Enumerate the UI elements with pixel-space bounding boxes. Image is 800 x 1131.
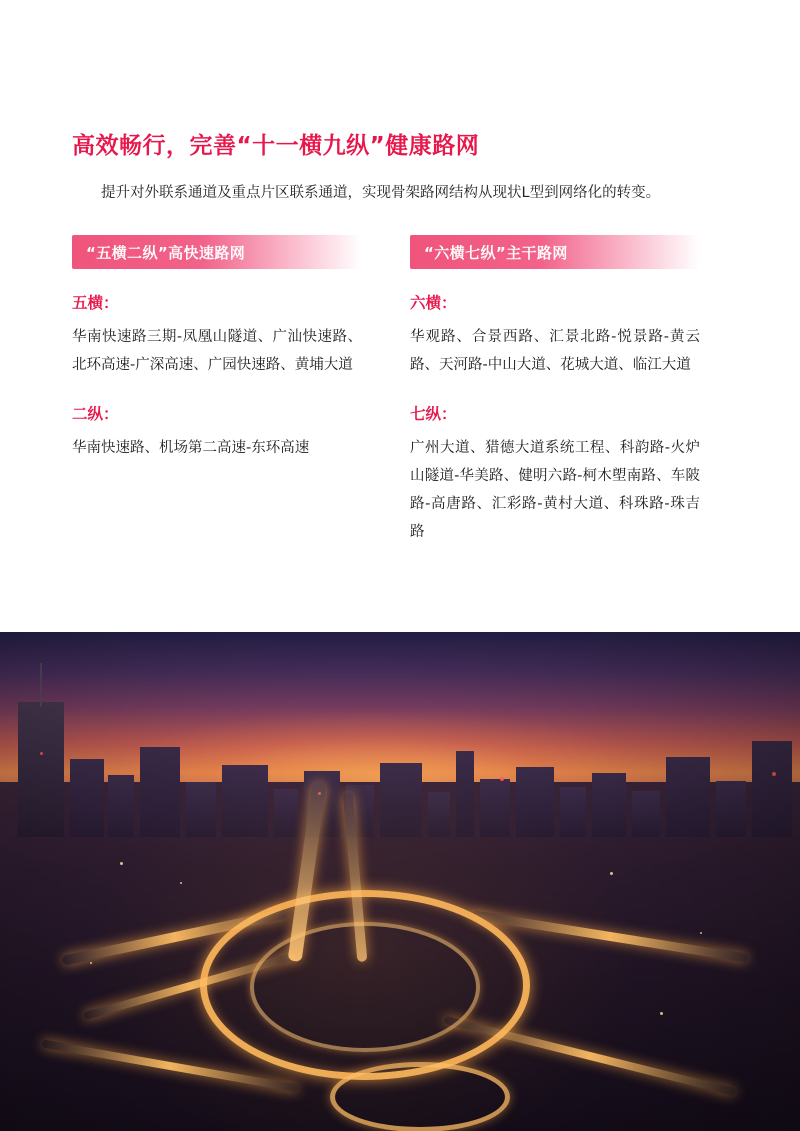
subsection-text-liuheng: 华观路、合景西路、汇景北路-悦景路-黄云路、天河路-中山大道、花城大道、临江大道 — [410, 329, 700, 374]
section-band-label: “五横二纵”高快速路网 — [86, 243, 246, 262]
cityscape-photo — [0, 632, 800, 1131]
section-band-arterial — [410, 235, 700, 269]
column-expressway-network — [72, 235, 362, 547]
subsection-title-wuheng: 五横： — [72, 294, 119, 312]
intro-paragraph: 提升对外联系通道及重点片区联系通道，实现骨架路网结构从现状L型到网络化的转变。 — [101, 185, 661, 202]
subsection-title-liuheng: 六横： — [410, 294, 457, 312]
section-band-expressway — [72, 235, 362, 269]
two-column-layout — [72, 235, 728, 547]
subsection-title-erzong: 二纵： — [72, 404, 119, 423]
article-content — [0, 0, 800, 547]
page-title: 高效畅行，完善“十一横九纵”健康路网 — [72, 133, 480, 159]
subsection-text-erzong: 华南快速路、机场第二高速-东环高速 — [72, 439, 310, 456]
column-arterial-network — [410, 235, 700, 547]
subsection-text-qizong: 广州大道、猎德大道系统工程、科韵路-火炉山隧道-华美路、健明六路-柯木塱南路、车陂路-高唐路、汇彩路-黄村大道、科珠路-珠吉路 — [410, 439, 700, 541]
subsection-title-qizong: 七纵： — [410, 404, 457, 423]
section-band-label: “六横七纵”主干路网 — [424, 243, 568, 262]
highway-interchange — [0, 632, 800, 1131]
subsection-text-wuheng: 华南快速路三期-凤凰山隧道、广汕快速路、北环高速-广深高速、广园快速路、黄埔大道 — [72, 329, 362, 374]
